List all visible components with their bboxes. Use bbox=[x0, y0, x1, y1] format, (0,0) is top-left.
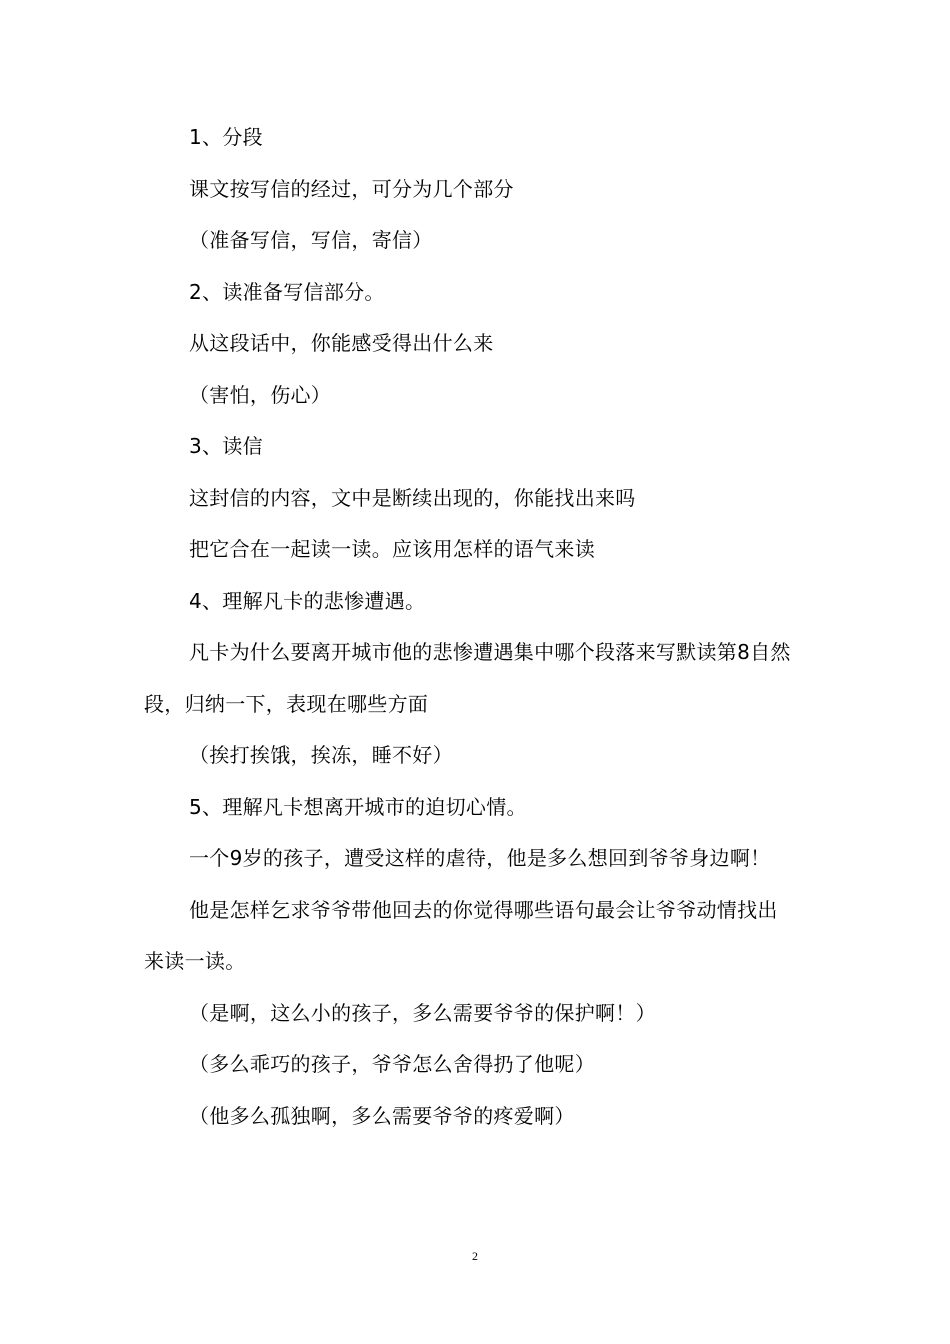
paragraph: （多么乖巧的孩子，爷爷怎么舍得扔了他呢） bbox=[189, 1052, 595, 1076]
paragraph: 一个9岁的孩子，遭受这样的虐待，他是多么想回到爷爷身边啊！ bbox=[189, 846, 771, 870]
paragraph: （挨打挨饿，挨冻，睡不好） bbox=[189, 743, 453, 767]
paragraph: 他是怎样乞求爷爷带他回去的你觉得哪些语句最会让爷爷动情找出来读一读。 bbox=[144, 897, 778, 973]
paragraph: （害怕，伤心） bbox=[189, 382, 332, 407]
paragraph: 课文按写信的经过，可分为几个部分 bbox=[189, 176, 514, 201]
paragraph: 从这段话中，你能感受得出什么来 bbox=[189, 331, 494, 355]
document-body bbox=[144, 112, 794, 1142]
paragraph: （他多么孤独啊，多么需要爷爷的疼爱啊） bbox=[189, 1103, 575, 1128]
paragraph-heading-5: 5、理解凡卡想离开城市的迫切心情。 bbox=[189, 794, 527, 819]
paragraph: 这封信的内容，文中是断续出现的，你能找出来吗 bbox=[189, 485, 636, 510]
page-number: 2 bbox=[472, 1249, 478, 1263]
paragraph-heading-2: 2、读准备写信部分。 bbox=[189, 279, 385, 304]
paragraph: （准备写信，写信，寄信） bbox=[189, 228, 433, 252]
paragraph: （是啊，这么小的孩子，多么需要爷爷的保护啊！） bbox=[189, 1000, 656, 1025]
paragraph: 把它合在一起读一读。应该用怎样的语气来读 bbox=[189, 537, 595, 561]
paragraph-heading-1: 1、分段 bbox=[189, 125, 263, 149]
paragraph: 凡卡为什么要离开城市他的悲惨遭遇集中哪个段落来写默读第8自然段，归纳一下，表现在哪些方面 bbox=[144, 640, 791, 716]
paragraph-heading-4: 4、理解凡卡的悲惨遭遇。 bbox=[189, 588, 426, 613]
paragraph-heading-3: 3、读信 bbox=[189, 434, 263, 458]
